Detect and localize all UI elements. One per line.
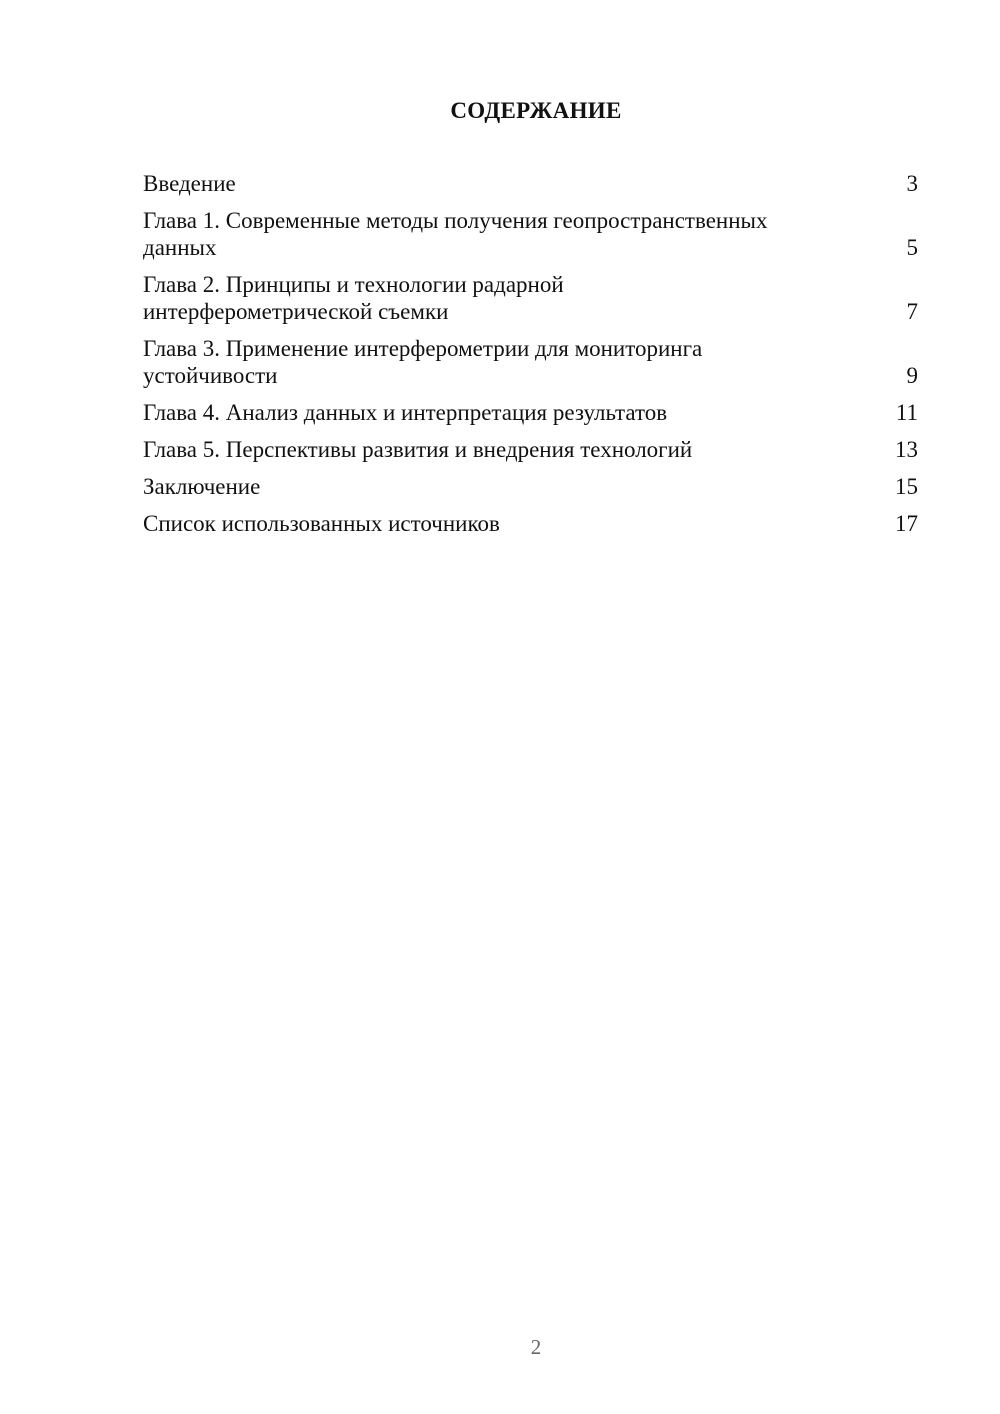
toc-entry-text <box>143 399 888 426</box>
toc-entry-line: Список использованных источников <box>143 511 500 536</box>
toc-page-number: 15 <box>895 474 918 499</box>
toc-page-number: 5 <box>906 235 918 260</box>
toc-page-number: 17 <box>895 511 918 536</box>
toc-entry-line: Глава 3. Применение интерферометрии для мониторинга <box>143 336 703 361</box>
toc-entry-text <box>143 170 888 197</box>
toc-entry-line: интерферометрической съемки <box>143 299 449 324</box>
toc-entry-line: Глава 5. Перспективы развития и внедрения технологий <box>143 437 693 462</box>
toc-entry-text <box>143 335 888 389</box>
toc-entry-text <box>143 207 888 261</box>
toc-entry-text <box>143 271 888 325</box>
toc-entry-chapter-3 <box>143 335 918 389</box>
page-title: СОДЕРЖАНИЕ <box>450 98 622 123</box>
toc-entry-chapter-5 <box>143 436 918 463</box>
toc-entry-line: Заключение <box>143 474 261 499</box>
toc-entry-line: Глава 4. Анализ данных и интерпретация результатов <box>143 400 668 425</box>
toc-entry-chapter-4 <box>143 399 918 426</box>
toc-entry-line: устойчивости <box>143 363 278 388</box>
toc-entry-text <box>143 436 888 463</box>
toc-entry-introduction <box>143 170 918 197</box>
toc-entry-references <box>143 510 918 537</box>
toc-page-number: 13 <box>895 437 918 462</box>
toc-entry-chapter-1 <box>143 207 918 261</box>
page-number-footer: 2 <box>530 1335 542 1359</box>
toc-entry-line: данных <box>143 235 217 260</box>
toc-entry-text <box>143 473 888 500</box>
toc-entry-text <box>143 510 888 537</box>
toc-entry-line: Глава 1. Современные методы получения геопространственных <box>143 208 768 233</box>
toc-page-number: 3 <box>906 171 918 196</box>
toc-page-number: 7 <box>906 299 918 324</box>
table-of-contents <box>143 170 918 547</box>
toc-entry-conclusion <box>143 473 918 500</box>
toc-entry-line: Введение <box>143 171 236 196</box>
toc-page-number: 9 <box>906 363 918 388</box>
toc-entry-chapter-2 <box>143 271 918 325</box>
toc-page-number: 11 <box>895 400 918 425</box>
toc-entry-line: Глава 2. Принципы и технологии радарной <box>143 272 564 297</box>
